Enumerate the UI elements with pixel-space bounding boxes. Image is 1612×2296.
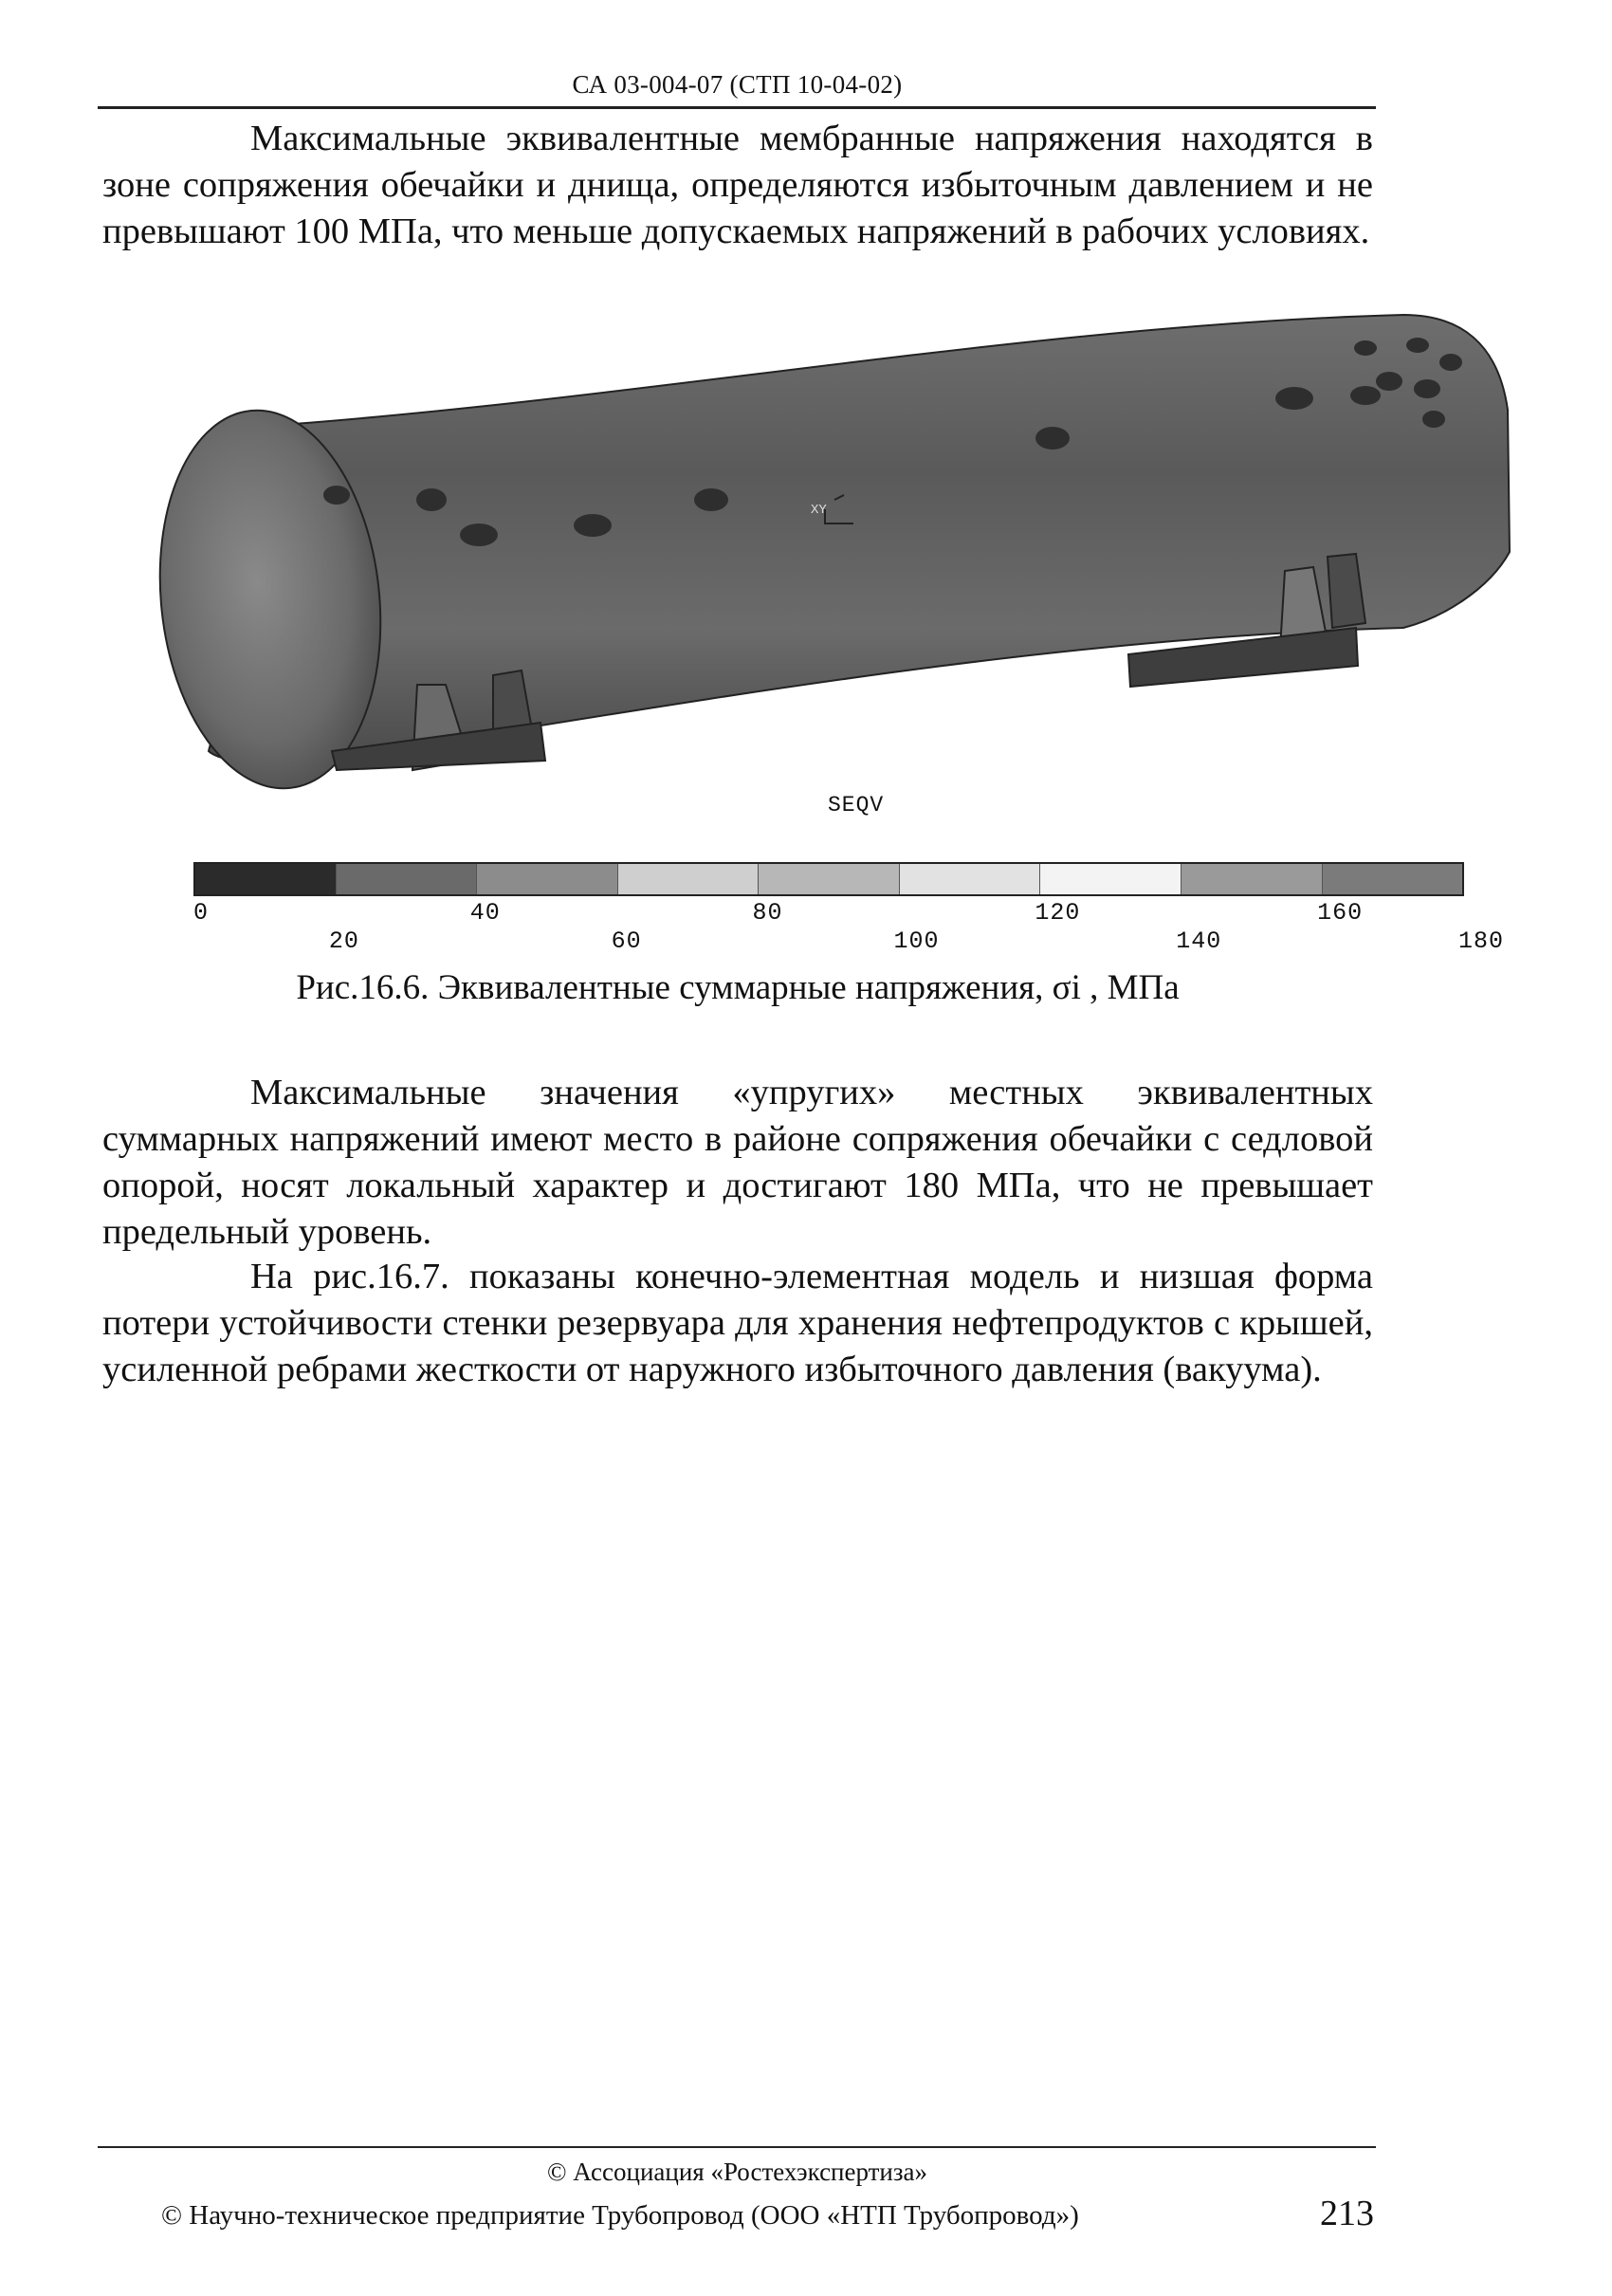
paragraph-local-stress: Максимальные значения «упругих» местных эквивалентных суммарных напряжений имеют место в районе сопряжения обечайки с седловой опорой, носят локальный характер и достигают 180 МПа, что не превышает предельный уровень. <box>102 1073 1373 1252</box>
page-number: 213 <box>1320 2194 1374 2233</box>
header-rule <box>98 106 1376 109</box>
legend-tick-label: 140 <box>1176 928 1222 955</box>
paragraph-figure-reference: На рис.16.7. показаны конечно-элементная модель и низшая форма потери устойчивости стенки резервуара для хранения нефтепродуктов с крышей, усиленной ребрами жесткости от наружного избыточного давления (вакуума). <box>102 1257 1373 1389</box>
legend-segment <box>337 864 478 894</box>
footer-company: © Научно-техническое предприятие Трубопровод (ООО «НТП Трубопровод») <box>161 2200 1079 2231</box>
vessel-illustration <box>95 305 1517 799</box>
legend-segment <box>195 864 337 894</box>
legend-tick-label: 0 <box>193 899 210 927</box>
document-code-header: СА 03-004-07 (СТП 10-04-02) <box>572 70 903 99</box>
legend-tick-label: 100 <box>893 928 940 955</box>
axis-marker-label: XY <box>811 503 827 518</box>
legend-segment <box>1182 864 1323 894</box>
legend-segment <box>900 864 1041 894</box>
footer-association: © Ассоциация «Ростехэкспертиза» <box>546 2158 928 2186</box>
legend-tick-label: 80 <box>752 899 783 927</box>
legend-segment <box>1040 864 1182 894</box>
legend-segment <box>759 864 900 894</box>
paragraph-membrane-stress: Максимальные эквивалентные мембранные напряжения находятся в зоне сопряжения обечайки и днища, определяются избыточным давлением и не превышают 100 МПа, что меньше допускаемых напряжений в рабочих условиях. <box>102 119 1373 251</box>
figure-caption: Рис.16.6. Эквивалентные суммарные напряжения, σi , МПа <box>296 968 1180 1007</box>
stress-color-legend <box>193 862 1464 896</box>
stress-figure <box>95 305 1517 799</box>
legend-segment <box>477 864 618 894</box>
vessel-shell <box>209 315 1510 764</box>
legend-tick-label: 120 <box>1035 899 1081 927</box>
legend-tick-label: 60 <box>611 928 642 955</box>
legend-segment <box>1323 864 1463 894</box>
legend-tick-label: 40 <box>469 899 501 927</box>
legend-tick-label: 160 <box>1317 899 1364 927</box>
seqv-label: SEQV <box>828 793 885 817</box>
legend-tick-label: 20 <box>328 928 359 955</box>
legend-segment <box>618 864 760 894</box>
footer-rule <box>98 2146 1376 2148</box>
legend-tick-label: 180 <box>1458 928 1505 955</box>
